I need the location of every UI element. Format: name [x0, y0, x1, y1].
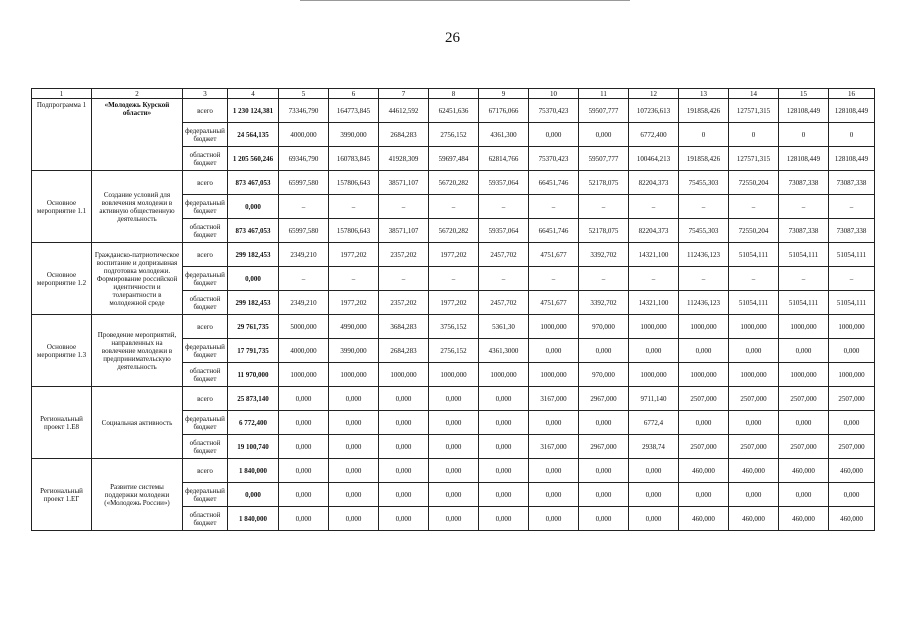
year-value-cell: 38571,107: [379, 219, 429, 243]
year-value-cell: 4990,000: [329, 315, 379, 339]
year-value-cell: 0,000: [779, 483, 829, 507]
year-value-cell: 0,000: [629, 339, 679, 363]
year-value-cell: 0,000: [329, 483, 379, 507]
funding-source-cell: всего: [183, 171, 228, 195]
year-value-cell: 0,000: [479, 435, 529, 459]
year-value-cell: 1000,000: [429, 363, 479, 387]
year-value-cell: 0,000: [629, 483, 679, 507]
year-value-cell: 0,000: [379, 411, 429, 435]
column-number: 8: [429, 89, 479, 99]
column-number: 10: [529, 89, 579, 99]
year-value-cell: 970,000: [579, 363, 629, 387]
column-number: 9: [479, 89, 529, 99]
year-value-cell: 0: [779, 123, 829, 147]
total-cell: 1 230 124,381: [228, 99, 279, 123]
total-cell: 1 205 560,246: [228, 147, 279, 171]
year-value-cell: 2938,74: [629, 435, 679, 459]
year-value-cell: 0,000: [329, 411, 379, 435]
year-value-cell: 0,000: [579, 339, 629, 363]
year-value-cell: 127571,315: [729, 99, 779, 123]
activity-name-cell: Создание условий для вовлечения молодежи в активную общественную деятельность: [92, 171, 183, 243]
total-cell: 29 761,735: [228, 315, 279, 339]
year-value-cell: 0,000: [579, 483, 629, 507]
year-value-cell: –: [379, 267, 429, 291]
year-value-cell: 0,000: [529, 339, 579, 363]
year-value-cell: 0,000: [529, 483, 579, 507]
year-value-cell: 38571,107: [379, 171, 429, 195]
column-number: 15: [779, 89, 829, 99]
year-value-cell: 0,000: [729, 483, 779, 507]
year-value-cell: 73087,338: [829, 171, 875, 195]
column-number: 1: [32, 89, 92, 99]
total-cell: 24 564,135: [228, 123, 279, 147]
year-value-cell: 41928,309: [379, 147, 429, 171]
year-value-cell: 0,000: [329, 507, 379, 531]
year-value-cell: 1000,000: [829, 315, 875, 339]
year-value-cell: 62814,766: [479, 147, 529, 171]
year-value-cell: 3756,152: [429, 315, 479, 339]
year-value-cell: 75455,303: [679, 171, 729, 195]
year-value-cell: 0,000: [579, 507, 629, 531]
year-value-cell: 51054,111: [779, 243, 829, 267]
funding-source-cell: федеральный бюджет: [183, 195, 228, 219]
activity-name-cell: Социальная активность: [92, 387, 183, 459]
total-cell: 1 840,000: [228, 459, 279, 483]
year-value-cell: 191858,426: [679, 147, 729, 171]
year-value-cell: 0,000: [429, 435, 479, 459]
year-value-cell: 4000,000: [279, 123, 329, 147]
year-value-cell: 75455,303: [679, 219, 729, 243]
total-cell: 873 467,053: [228, 171, 279, 195]
year-value-cell: 0,000: [379, 387, 429, 411]
year-value-cell: 82204,373: [629, 171, 679, 195]
funding-source-cell: федеральный бюджет: [183, 411, 228, 435]
funding-source-cell: областной бюджет: [183, 363, 228, 387]
year-value-cell: 0,000: [379, 435, 429, 459]
column-number: 13: [679, 89, 729, 99]
year-value-cell: 73346,790: [279, 99, 329, 123]
year-value-cell: –: [329, 195, 379, 219]
year-value-cell: 0,000: [829, 411, 875, 435]
year-value-cell: 56720,282: [429, 171, 479, 195]
year-value-cell: 65997,580: [279, 171, 329, 195]
year-value-cell: 0,000: [479, 483, 529, 507]
funding-source-cell: федеральный бюджет: [183, 339, 228, 363]
total-cell: 0,000: [228, 483, 279, 507]
funding-source-cell: всего: [183, 315, 228, 339]
year-value-cell: 65997,580: [279, 219, 329, 243]
year-value-cell: –: [279, 195, 329, 219]
year-value-cell: 2507,000: [829, 387, 875, 411]
total-cell: 1 840,000: [228, 507, 279, 531]
year-value-cell: –: [379, 195, 429, 219]
year-value-cell: 0,000: [729, 339, 779, 363]
year-value-cell: –: [429, 195, 479, 219]
year-value-cell: 4000,000: [279, 339, 329, 363]
year-value-cell: 0,000: [579, 411, 629, 435]
year-value-cell: 51054,111: [779, 291, 829, 315]
year-value-cell: 56720,282: [429, 219, 479, 243]
year-value-cell: 460,000: [679, 507, 729, 531]
year-value-cell: 0,000: [429, 411, 479, 435]
year-value-cell: 2684,283: [379, 339, 429, 363]
year-value-cell: 2756,152: [429, 339, 479, 363]
year-value-cell: 107236,613: [629, 99, 679, 123]
year-value-cell: 0,000: [429, 483, 479, 507]
year-value-cell: 1000,000: [529, 363, 579, 387]
year-value-cell: 1000,000: [829, 363, 875, 387]
year-value-cell: 2507,000: [729, 387, 779, 411]
year-value-cell: –: [679, 267, 729, 291]
year-value-cell: 2684,283: [379, 123, 429, 147]
year-value-cell: 0,000: [279, 435, 329, 459]
year-value-cell: 2357,202: [379, 243, 429, 267]
year-value-cell: 0,000: [279, 411, 329, 435]
column-number: 11: [579, 89, 629, 99]
total-cell: 11 970,000: [228, 363, 279, 387]
year-value-cell: 2507,000: [779, 387, 829, 411]
year-value-cell: 59507,777: [579, 147, 629, 171]
year-value-cell: 0,000: [579, 123, 629, 147]
year-value-cell: –: [629, 195, 679, 219]
year-value-cell: –: [579, 267, 629, 291]
funding-source-cell: областной бюджет: [183, 507, 228, 531]
year-value-cell: 1000,000: [679, 363, 729, 387]
year-value-cell: 460,000: [779, 459, 829, 483]
year-value-cell: 460,000: [729, 459, 779, 483]
year-value-cell: 0,000: [729, 411, 779, 435]
year-value-cell: 0,000: [379, 459, 429, 483]
funding-source-cell: федеральный бюджет: [183, 123, 228, 147]
funding-source-cell: федеральный бюджет: [183, 483, 228, 507]
year-value-cell: 1977,202: [329, 243, 379, 267]
year-value-cell: 0,000: [479, 459, 529, 483]
year-value-cell: 460,000: [779, 507, 829, 531]
year-value-cell: 128108,449: [829, 99, 875, 123]
year-value-cell: 191858,426: [679, 99, 729, 123]
year-value-cell: 66451,746: [529, 171, 579, 195]
column-number: 6: [329, 89, 379, 99]
year-value-cell: –: [429, 267, 479, 291]
table-row: [32, 243, 875, 267]
year-value-cell: 0,000: [429, 459, 479, 483]
year-value-cell: 0,000: [279, 483, 329, 507]
year-value-cell: –: [779, 267, 829, 291]
program-cell: Основное мероприятие 1.3: [32, 315, 92, 387]
year-value-cell: 4751,677: [529, 243, 579, 267]
budget-table: [31, 88, 875, 531]
year-value-cell: 1000,000: [729, 315, 779, 339]
year-value-cell: 1000,000: [729, 363, 779, 387]
year-value-cell: 75370,423: [529, 99, 579, 123]
year-value-cell: 1000,000: [629, 363, 679, 387]
year-value-cell: 112436,123: [679, 243, 729, 267]
year-value-cell: 460,000: [829, 507, 875, 531]
total-cell: 6 772,400: [228, 411, 279, 435]
year-value-cell: 1000,000: [779, 315, 829, 339]
year-value-cell: 5361,30: [479, 315, 529, 339]
year-value-cell: 51054,111: [729, 291, 779, 315]
year-value-cell: 0,000: [279, 507, 329, 531]
year-value-cell: 0,000: [329, 435, 379, 459]
year-value-cell: –: [779, 195, 829, 219]
column-number: 14: [729, 89, 779, 99]
year-value-cell: 128108,449: [779, 99, 829, 123]
year-value-cell: 51054,111: [829, 243, 875, 267]
year-value-cell: –: [529, 195, 579, 219]
year-value-cell: –: [279, 267, 329, 291]
year-value-cell: 0,000: [679, 411, 729, 435]
year-value-cell: 1000,000: [479, 363, 529, 387]
column-number: 4: [228, 89, 279, 99]
year-value-cell: 2349,210: [279, 291, 329, 315]
year-value-cell: 2967,000: [579, 435, 629, 459]
year-value-cell: –: [629, 267, 679, 291]
year-value-cell: –: [479, 195, 529, 219]
top-rule: [300, 0, 630, 1]
year-value-cell: 0,000: [779, 339, 829, 363]
program-cell: Подпрограмма 1: [32, 99, 92, 171]
year-value-cell: 160783,845: [329, 147, 379, 171]
year-value-cell: 2507,000: [829, 435, 875, 459]
year-value-cell: 1000,000: [679, 315, 729, 339]
year-value-cell: 157806,643: [329, 171, 379, 195]
table-row: [32, 171, 875, 195]
year-value-cell: 2357,202: [379, 291, 429, 315]
funding-source-cell: всего: [183, 387, 228, 411]
year-value-cell: –: [679, 195, 729, 219]
year-value-cell: 1000,000: [379, 363, 429, 387]
column-number: 2: [92, 89, 183, 99]
year-value-cell: 0,000: [279, 459, 329, 483]
year-value-cell: 0,000: [629, 459, 679, 483]
year-value-cell: 82204,373: [629, 219, 679, 243]
year-value-cell: 127571,315: [729, 147, 779, 171]
year-value-cell: –: [329, 267, 379, 291]
program-cell: Основное мероприятие 1.1: [32, 171, 92, 243]
year-value-cell: 157806,643: [329, 219, 379, 243]
funding-source-cell: всего: [183, 243, 228, 267]
year-value-cell: 0,000: [379, 507, 429, 531]
year-value-cell: 6772,400: [629, 123, 679, 147]
total-cell: 17 791,735: [228, 339, 279, 363]
year-value-cell: 2756,152: [429, 123, 479, 147]
total-cell: 0,000: [228, 195, 279, 219]
year-value-cell: 2457,702: [479, 243, 529, 267]
year-value-cell: –: [529, 267, 579, 291]
year-value-cell: 72550,204: [729, 219, 779, 243]
program-cell: Региональный проект 1.ЕГ: [32, 459, 92, 531]
year-value-cell: 0,000: [479, 411, 529, 435]
year-value-cell: 0,000: [479, 507, 529, 531]
year-value-cell: 3990,000: [329, 339, 379, 363]
year-value-cell: 4361,3000: [479, 339, 529, 363]
funding-source-cell: областной бюджет: [183, 291, 228, 315]
year-value-cell: 0,000: [779, 411, 829, 435]
activity-name-cell: Развитие системы поддержки молодежи («Молодежь России»): [92, 459, 183, 531]
year-value-cell: 51054,111: [729, 243, 779, 267]
year-value-cell: 1977,202: [429, 291, 479, 315]
year-value-cell: 0,000: [329, 387, 379, 411]
year-value-cell: 52178,075: [579, 219, 629, 243]
funding-source-cell: областной бюджет: [183, 219, 228, 243]
year-value-cell: 44612,592: [379, 99, 429, 123]
year-value-cell: 3684,283: [379, 315, 429, 339]
year-value-cell: 3990,000: [329, 123, 379, 147]
year-value-cell: 112436,123: [679, 291, 729, 315]
year-value-cell: 0,000: [379, 483, 429, 507]
year-value-cell: 59357,064: [479, 171, 529, 195]
year-value-cell: 62451,636: [429, 99, 479, 123]
year-value-cell: 59697,484: [429, 147, 479, 171]
year-value-cell: 2507,000: [679, 435, 729, 459]
year-value-cell: 5000,000: [279, 315, 329, 339]
funding-source-cell: федеральный бюджет: [183, 267, 228, 291]
year-value-cell: 128108,449: [829, 147, 875, 171]
year-value-cell: 0,000: [529, 411, 579, 435]
year-value-cell: 0,000: [629, 507, 679, 531]
year-value-cell: 0,000: [479, 387, 529, 411]
total-cell: 299 182,453: [228, 243, 279, 267]
year-value-cell: 0,000: [679, 339, 729, 363]
year-value-cell: 460,000: [829, 459, 875, 483]
year-value-cell: 0,000: [529, 123, 579, 147]
year-value-cell: 460,000: [729, 507, 779, 531]
year-value-cell: 2457,702: [479, 291, 529, 315]
year-value-cell: 0: [729, 123, 779, 147]
year-value-cell: 0,000: [579, 459, 629, 483]
year-value-cell: 1000,000: [329, 363, 379, 387]
year-value-cell: 460,000: [679, 459, 729, 483]
table-body: [32, 89, 875, 531]
year-value-cell: 1977,202: [429, 243, 479, 267]
year-value-cell: 0,000: [329, 459, 379, 483]
total-cell: 25 873,140: [228, 387, 279, 411]
year-value-cell: –: [579, 195, 629, 219]
year-value-cell: 14321,100: [629, 243, 679, 267]
year-value-cell: –: [829, 267, 875, 291]
activity-name-cell: Проведение мероприятий, направленных на вовлечение молодежи в предпринимательскую деятельность: [92, 315, 183, 387]
activity-name-cell: «Молодежь Курской области»: [92, 99, 183, 171]
year-value-cell: 0,000: [429, 387, 479, 411]
total-cell: 0,000: [228, 267, 279, 291]
year-value-cell: 2967,000: [579, 387, 629, 411]
year-value-cell: 2507,000: [729, 435, 779, 459]
year-value-cell: 1000,000: [529, 315, 579, 339]
year-value-cell: 0: [679, 123, 729, 147]
year-value-cell: –: [729, 195, 779, 219]
column-number: 3: [183, 89, 228, 99]
year-value-cell: 67176,066: [479, 99, 529, 123]
table-row: [32, 99, 875, 123]
year-value-cell: 66451,746: [529, 219, 579, 243]
column-number: 7: [379, 89, 429, 99]
year-value-cell: 970,000: [579, 315, 629, 339]
column-number: 12: [629, 89, 679, 99]
year-value-cell: 59357,064: [479, 219, 529, 243]
program-cell: Основное мероприятие 1.2: [32, 243, 92, 315]
year-value-cell: 14321,100: [629, 291, 679, 315]
year-value-cell: 2349,210: [279, 243, 329, 267]
total-cell: 19 100,740: [228, 435, 279, 459]
year-value-cell: 1000,000: [629, 315, 679, 339]
year-value-cell: –: [729, 267, 779, 291]
year-value-cell: 4361,300: [479, 123, 529, 147]
year-value-cell: 100464,213: [629, 147, 679, 171]
year-value-cell: 3392,702: [579, 243, 629, 267]
year-value-cell: 59507,777: [579, 99, 629, 123]
year-value-cell: 52178,075: [579, 171, 629, 195]
year-value-cell: 1977,202: [329, 291, 379, 315]
funding-source-cell: всего: [183, 459, 228, 483]
total-cell: 873 467,053: [228, 219, 279, 243]
funding-source-cell: всего: [183, 99, 228, 123]
funding-source-cell: областной бюджет: [183, 147, 228, 171]
year-value-cell: 2507,000: [779, 435, 829, 459]
year-value-cell: 3392,702: [579, 291, 629, 315]
column-number: 5: [279, 89, 329, 99]
year-value-cell: –: [829, 195, 875, 219]
total-cell: 299 182,453: [228, 291, 279, 315]
year-value-cell: 1000,000: [779, 363, 829, 387]
year-value-cell: 2507,000: [679, 387, 729, 411]
year-value-cell: 0,000: [829, 339, 875, 363]
table-row: [32, 315, 875, 339]
table-row: [32, 387, 875, 411]
year-value-cell: 73087,338: [779, 171, 829, 195]
year-value-cell: 0,000: [429, 507, 479, 531]
year-value-cell: 0,000: [529, 507, 579, 531]
year-value-cell: 164773,845: [329, 99, 379, 123]
year-value-cell: 0: [829, 123, 875, 147]
year-value-cell: 128108,449: [779, 147, 829, 171]
year-value-cell: 73087,338: [829, 219, 875, 243]
year-value-cell: 0,000: [829, 483, 875, 507]
year-value-cell: 9711,140: [629, 387, 679, 411]
page-number: 26: [445, 30, 460, 46]
year-value-cell: –: [479, 267, 529, 291]
year-value-cell: 51054,111: [829, 291, 875, 315]
program-cell: Региональный проект 1.Е8: [32, 387, 92, 459]
year-value-cell: 3167,000: [529, 387, 579, 411]
funding-source-cell: областной бюджет: [183, 435, 228, 459]
year-value-cell: 0,000: [679, 483, 729, 507]
year-value-cell: 75370,423: [529, 147, 579, 171]
year-value-cell: 3167,000: [529, 435, 579, 459]
year-value-cell: 0,000: [529, 459, 579, 483]
year-value-cell: 6772,4: [629, 411, 679, 435]
table-row: [32, 459, 875, 483]
year-value-cell: 69346,790: [279, 147, 329, 171]
year-value-cell: 73087,338: [779, 219, 829, 243]
year-value-cell: 4751,677: [529, 291, 579, 315]
activity-name-cell: Гражданско-патриотическое воспитание и допризывная подготовка молодежи. Формирование российской идентичности и толерантности в молодежной среде: [92, 243, 183, 315]
year-value-cell: 1000,000: [279, 363, 329, 387]
column-number-row: [32, 89, 875, 99]
year-value-cell: 0,000: [279, 387, 329, 411]
year-value-cell: 72550,204: [729, 171, 779, 195]
column-number: 16: [829, 89, 875, 99]
